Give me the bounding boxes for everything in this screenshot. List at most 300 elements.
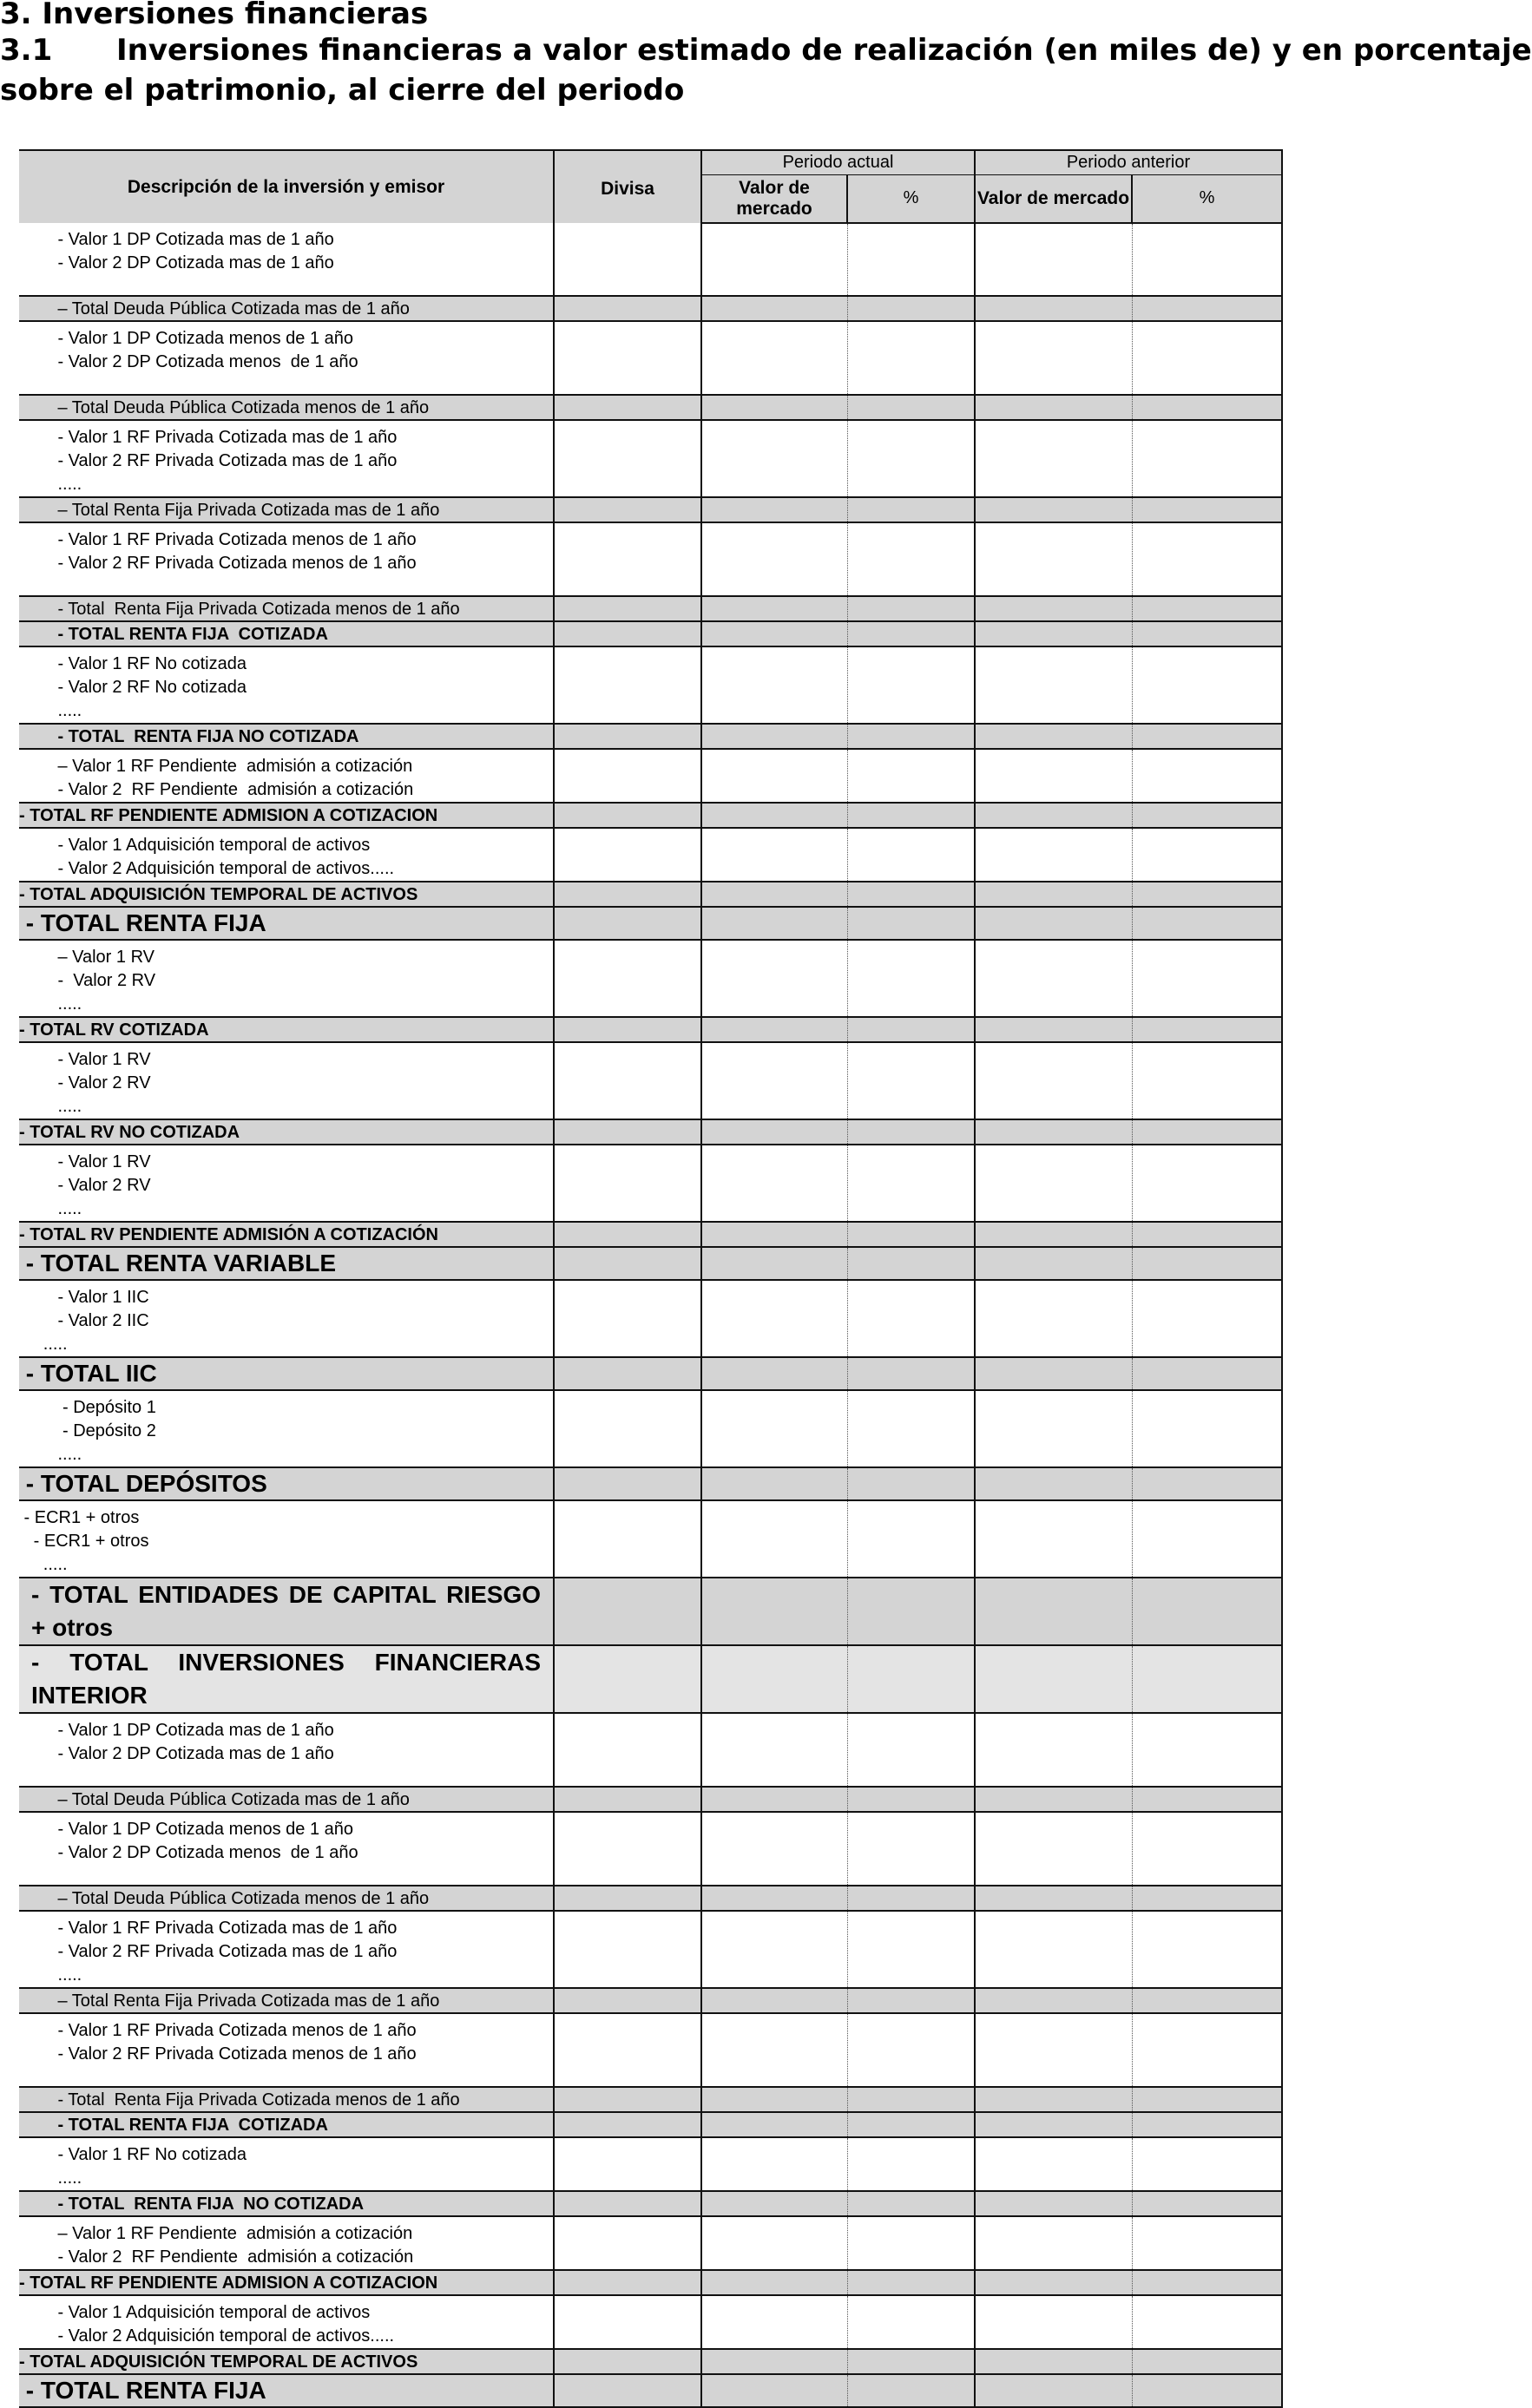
- row-description: [19, 522, 554, 596]
- previous-percent-cell: [1132, 395, 1282, 420]
- row-line: - Valor 2 DP Cotizada menos de 1 año: [19, 352, 358, 371]
- previous-percent-cell: [1132, 907, 1282, 940]
- row-line: - Valor 2 RV: [19, 971, 156, 990]
- table-row: [19, 1145, 1282, 1222]
- row-line: – Valor 1 RF Pendiente admisión a cotización: [19, 757, 413, 776]
- previous-percent-cell: [1132, 522, 1282, 596]
- previous-percent-cell: [1132, 828, 1282, 882]
- row-line: - Valor 2 RF Privada Cotizada menos de 1 año: [19, 554, 417, 573]
- table-row: [19, 646, 1282, 724]
- total-label: - TOTAL IIC: [19, 1357, 554, 1390]
- current-percent-cell: [847, 497, 975, 522]
- currency-cell: [554, 907, 701, 940]
- currency-cell: [554, 1812, 701, 1886]
- currency-cell: [554, 1222, 701, 1247]
- current-market-value-cell: [701, 1247, 847, 1280]
- current-percent-cell: [847, 1280, 975, 1357]
- currency-cell: [554, 420, 701, 497]
- current-market-value-cell: [701, 907, 847, 940]
- total-row: [19, 1119, 1282, 1145]
- previous-market-value-cell: [975, 2295, 1132, 2349]
- total-row: [19, 1787, 1282, 1812]
- current-market-value-cell: [701, 1578, 847, 1645]
- row-line: - Valor 1 DP Cotizada mas de 1 año: [19, 230, 334, 249]
- total-label: – Total Renta Fija Privada Cotizada mas de 1 año: [19, 1988, 554, 2013]
- previous-percent-cell: [1132, 1017, 1282, 1042]
- currency-cell: [554, 1042, 701, 1119]
- previous-percent-cell: [1132, 420, 1282, 497]
- currency-cell: [554, 646, 701, 724]
- current-market-value-cell: [701, 2112, 847, 2137]
- row-line: - Valor 2 RV: [19, 1073, 151, 1092]
- currency-cell: [554, 1911, 701, 1988]
- current-market-value-cell: [701, 395, 847, 420]
- row-description: [19, 321, 554, 395]
- row-description: [19, 2013, 554, 2087]
- previous-market-value-cell: [975, 1119, 1132, 1145]
- row-line: .....: [19, 1965, 82, 1985]
- current-percent-cell: [847, 1500, 975, 1578]
- row-line: - Valor 1 RV: [19, 1152, 151, 1171]
- currency-cell: [554, 1145, 701, 1222]
- previous-percent-cell: [1132, 1145, 1282, 1222]
- previous-percent-cell: [1132, 2374, 1282, 2407]
- currency-cell: [554, 1787, 701, 1812]
- current-percent-cell: [847, 907, 975, 940]
- previous-percent-cell: [1132, 497, 1282, 522]
- currency-cell: [554, 2216, 701, 2270]
- previous-percent-cell: [1132, 2112, 1282, 2137]
- row-line: - Depósito 2: [19, 1421, 156, 1440]
- row-line: - Valor 1 RF Privada Cotizada mas de 1 año: [19, 1919, 398, 1938]
- total-label: - TOTAL ADQUISICIÓN TEMPORAL DE ACTIVOS: [19, 882, 554, 907]
- currency-cell: [554, 296, 701, 321]
- subsection-title: [0, 31, 1532, 69]
- current-percent-cell: [847, 2216, 975, 2270]
- table-header: [19, 150, 1282, 223]
- current-market-value-cell: [701, 321, 847, 395]
- previous-market-value-cell: [975, 828, 1132, 882]
- current-percent-cell: [847, 1911, 975, 1988]
- current-market-value-cell: [701, 1713, 847, 1787]
- previous-market-value-cell: [975, 1247, 1132, 1280]
- previous-market-value-cell: [975, 223, 1132, 296]
- total-label: - TOTAL RF PENDIENTE ADMISION A COTIZACION: [19, 2270, 554, 2295]
- previous-percent-cell: [1132, 803, 1282, 828]
- row-line: - Valor 2 DP Cotizada mas de 1 año: [19, 253, 334, 272]
- currency-cell: [554, 596, 701, 621]
- previous-market-value-cell: [975, 1467, 1132, 1500]
- table-row: [19, 1812, 1282, 1886]
- current-market-value-cell: [701, 1988, 847, 2013]
- previous-market-value-cell: [975, 940, 1132, 1017]
- row-line: - Valor 1 RF Privada Cotizada mas de 1 año: [19, 428, 398, 447]
- currency-cell: [554, 621, 701, 646]
- total-label: – Total Renta Fija Privada Cotizada mas de 1 año: [19, 497, 554, 522]
- current-percent-cell: [847, 646, 975, 724]
- total-label: - TOTAL RV NO COTIZADA: [19, 1119, 554, 1145]
- current-market-value-cell: [701, 2374, 847, 2407]
- previous-market-value-cell: [975, 2216, 1132, 2270]
- current-percent-cell: [847, 2374, 975, 2407]
- currency-cell: [554, 2137, 701, 2191]
- currency-cell: [554, 1280, 701, 1357]
- previous-market-value-cell: [975, 2270, 1132, 2295]
- previous-percent-cell: [1132, 2013, 1282, 2087]
- current-percent-cell: [847, 2137, 975, 2191]
- previous-market-value-cell: [975, 2349, 1132, 2374]
- total-label: - TOTAL RENTA FIJA: [19, 907, 554, 940]
- total-row: [19, 882, 1282, 907]
- total-row: [19, 2087, 1282, 2112]
- previous-market-value-cell: [975, 646, 1132, 724]
- currency-cell: [554, 2191, 701, 2216]
- total-label: - TOTAL RENTA VARIABLE: [19, 1247, 554, 1280]
- current-market-value-cell: [701, 2013, 847, 2087]
- row-description: [19, 1145, 554, 1222]
- total-row: [19, 2374, 1282, 2407]
- current-market-value-cell: [701, 1042, 847, 1119]
- previous-percent-cell: [1132, 2270, 1282, 2295]
- total-label: - TOTAL RENTA FIJA COTIZADA: [19, 621, 554, 646]
- current-market-value-cell: [701, 1280, 847, 1357]
- current-percent-cell: [847, 596, 975, 621]
- current-percent-cell: [847, 1578, 975, 1645]
- currency-cell: [554, 1390, 701, 1467]
- current-market-value-cell: [701, 596, 847, 621]
- previous-market-value-cell: [975, 1645, 1132, 1713]
- row-line: - Valor 2 Adquisición temporal de activos.....: [19, 2326, 395, 2346]
- currency-cell: [554, 1119, 701, 1145]
- current-market-value-cell: [701, 1787, 847, 1812]
- currency-cell: [554, 1988, 701, 2013]
- previous-market-value-cell: [975, 420, 1132, 497]
- previous-market-value-cell: [975, 2013, 1132, 2087]
- previous-percent-cell: [1132, 724, 1282, 749]
- previous-market-value-cell: [975, 621, 1132, 646]
- row-line: .....: [19, 994, 82, 1014]
- table-row: [19, 420, 1282, 497]
- total-row: [19, 1886, 1282, 1911]
- previous-percent-cell: [1132, 2349, 1282, 2374]
- row-line: - Valor 2 RF Pendiente admisión a cotización: [19, 2247, 414, 2267]
- current-market-value-cell: [701, 2295, 847, 2349]
- current-market-value-cell: [701, 1812, 847, 1886]
- current-market-value-cell: [701, 1500, 847, 1578]
- previous-percent-cell: [1132, 296, 1282, 321]
- current-market-value-cell: [701, 1911, 847, 1988]
- row-description: [19, 1280, 554, 1357]
- previous-market-value-cell: [975, 1812, 1132, 1886]
- currency-cell: [554, 2013, 701, 2087]
- previous-market-value-cell: [975, 1145, 1132, 1222]
- row-line: - Valor 1 DP Cotizada menos de 1 año: [19, 329, 354, 348]
- current-market-value-cell: [701, 803, 847, 828]
- table-row: [19, 1911, 1282, 1988]
- previous-market-value-cell: [975, 1787, 1132, 1812]
- previous-percent-cell: [1132, 940, 1282, 1017]
- previous-percent-cell: [1132, 1886, 1282, 1911]
- row-description: [19, 646, 554, 724]
- currency-cell: [554, 522, 701, 596]
- previous-percent-cell: [1132, 1645, 1282, 1713]
- row-description: [19, 1042, 554, 1119]
- total-row: [19, 497, 1282, 522]
- previous-market-value-cell: [975, 1390, 1132, 1467]
- total-label: - TOTAL RENTA FIJA NO COTIZADA: [19, 724, 554, 749]
- row-description: [19, 1713, 554, 1787]
- previous-percent-cell: [1132, 1787, 1282, 1812]
- total-row: [19, 2270, 1282, 2295]
- current-percent-cell: [847, 621, 975, 646]
- current-percent-cell: [847, 2191, 975, 2216]
- total-label: - Total Renta Fija Privada Cotizada menos de 1 año: [19, 596, 554, 621]
- total-row: [19, 395, 1282, 420]
- row-line: – Valor 1 RF Pendiente admisión a cotización: [19, 2224, 413, 2243]
- previous-market-value-cell: [975, 522, 1132, 596]
- subsection-title-line1: Inversiones financieras a valor estimado de realización (en miles de) y en porcentaje: [116, 33, 1532, 68]
- current-percent-cell: [847, 1812, 975, 1886]
- table-row: [19, 1042, 1282, 1119]
- row-line: - Valor 2 RV: [19, 1176, 151, 1195]
- total-row: [19, 1017, 1282, 1042]
- previous-percent-cell: [1132, 1222, 1282, 1247]
- currency-cell: [554, 882, 701, 907]
- current-percent-cell: [847, 1247, 975, 1280]
- header-previous-period: Periodo anterior: [975, 150, 1282, 174]
- total-row: [19, 2112, 1282, 2137]
- currency-cell: [554, 1247, 701, 1280]
- current-percent-cell: [847, 2295, 975, 2349]
- currency-cell: [554, 1578, 701, 1645]
- current-percent-cell: [847, 1467, 975, 1500]
- current-market-value-cell: [701, 1222, 847, 1247]
- row-description: [19, 1911, 554, 1988]
- total-row: [19, 907, 1282, 940]
- current-percent-cell: [847, 1357, 975, 1390]
- previous-percent-cell: [1132, 2087, 1282, 2112]
- previous-market-value-cell: [975, 724, 1132, 749]
- current-percent-cell: [847, 420, 975, 497]
- table-row: [19, 2137, 1282, 2191]
- subsection-title-line2: sobre el patrimonio, al cierre del periodo: [0, 73, 685, 108]
- row-line: - Depósito 1: [19, 1398, 156, 1417]
- total-row: [19, 1357, 1282, 1390]
- previous-percent-cell: [1132, 1812, 1282, 1886]
- current-percent-cell: [847, 1886, 975, 1911]
- currency-cell: [554, 803, 701, 828]
- table-row: [19, 321, 1282, 395]
- previous-market-value-cell: [975, 2137, 1132, 2191]
- current-percent-cell: [847, 1042, 975, 1119]
- current-percent-cell: [847, 1988, 975, 2013]
- current-market-value-cell: [701, 296, 847, 321]
- current-percent-cell: [847, 1787, 975, 1812]
- table-row: [19, 2216, 1282, 2270]
- current-market-value-cell: [701, 497, 847, 522]
- table-row: [19, 522, 1282, 596]
- header-current-period: Periodo actual: [701, 150, 975, 174]
- previous-percent-cell: [1132, 321, 1282, 395]
- current-market-value-cell: [701, 882, 847, 907]
- table-body: [19, 223, 1282, 2407]
- row-line: .....: [19, 1555, 68, 1574]
- current-percent-cell: [847, 1222, 975, 1247]
- previous-percent-cell: [1132, 749, 1282, 803]
- total-label: - TOTAL DEPÓSITOS: [19, 1467, 554, 1500]
- previous-market-value-cell: [975, 2087, 1132, 2112]
- previous-percent-cell: [1132, 882, 1282, 907]
- total-row: [19, 296, 1282, 321]
- previous-market-value-cell: [975, 1988, 1132, 2013]
- previous-percent-cell: [1132, 1119, 1282, 1145]
- row-line: - Valor 1 RV: [19, 1050, 151, 1069]
- previous-market-value-cell: [975, 882, 1132, 907]
- current-market-value-cell: [701, 1119, 847, 1145]
- total-row: [19, 1467, 1282, 1500]
- currency-cell: [554, 2349, 701, 2374]
- previous-percent-cell: [1132, 2137, 1282, 2191]
- row-description: [19, 223, 554, 296]
- header-currency: Divisa: [554, 150, 701, 223]
- current-percent-cell: [847, 321, 975, 395]
- total-row: [19, 1645, 1282, 1713]
- total-label: - TOTAL RENTA FIJA COTIZADA: [19, 2112, 554, 2137]
- currency-cell: [554, 321, 701, 395]
- currency-cell: [554, 1500, 701, 1578]
- previous-percent-cell: [1132, 621, 1282, 646]
- current-percent-cell: [847, 2013, 975, 2087]
- row-line: - Valor 1 DP Cotizada mas de 1 año: [19, 1721, 334, 1740]
- row-description: [19, 2137, 554, 2191]
- previous-percent-cell: [1132, 596, 1282, 621]
- row-description: [19, 420, 554, 497]
- row-line: - Valor 2 RF Privada Cotizada menos de 1 año: [19, 2044, 417, 2064]
- previous-market-value-cell: [975, 1017, 1132, 1042]
- row-description: [19, 1812, 554, 1886]
- currency-cell: [554, 395, 701, 420]
- row-description: [19, 2295, 554, 2349]
- currency-cell: [554, 2374, 701, 2407]
- header-previous-market-value: Valor de mercado: [975, 174, 1132, 223]
- currency-cell: [554, 497, 701, 522]
- subsection-number: 3.1: [0, 33, 53, 68]
- previous-market-value-cell: [975, 1222, 1132, 1247]
- previous-market-value-cell: [975, 1500, 1132, 1578]
- total-row: [19, 1247, 1282, 1280]
- current-market-value-cell: [701, 940, 847, 1017]
- current-percent-cell: [847, 296, 975, 321]
- current-percent-cell: [847, 2349, 975, 2374]
- header-current-market-value: Valor de mercado: [701, 174, 847, 223]
- row-line: - Valor 1 RF No cotizada: [19, 2145, 247, 2164]
- current-market-value-cell: [701, 1645, 847, 1713]
- current-market-value-cell: [701, 2349, 847, 2374]
- total-row: [19, 1578, 1282, 1645]
- total-row: [19, 2191, 1282, 2216]
- previous-percent-cell: [1132, 1357, 1282, 1390]
- current-percent-cell: [847, 749, 975, 803]
- row-description: [19, 940, 554, 1017]
- previous-percent-cell: [1132, 2295, 1282, 2349]
- current-percent-cell: [847, 803, 975, 828]
- currency-cell: [554, 828, 701, 882]
- current-market-value-cell: [701, 1145, 847, 1222]
- current-percent-cell: [847, 2112, 975, 2137]
- currency-cell: [554, 1017, 701, 1042]
- total-label: - TOTAL RV COTIZADA: [19, 1017, 554, 1042]
- currency-cell: [554, 749, 701, 803]
- previous-market-value-cell: [975, 1357, 1132, 1390]
- previous-percent-cell: [1132, 223, 1282, 296]
- currency-cell: [554, 724, 701, 749]
- previous-market-value-cell: [975, 1911, 1132, 1988]
- previous-market-value-cell: [975, 1042, 1132, 1119]
- current-percent-cell: [847, 1017, 975, 1042]
- current-percent-cell: [847, 1645, 975, 1713]
- table-row: [19, 223, 1282, 296]
- table-row: [19, 1713, 1282, 1787]
- current-market-value-cell: [701, 2137, 847, 2191]
- current-market-value-cell: [701, 646, 847, 724]
- previous-market-value-cell: [975, 749, 1132, 803]
- current-market-value-cell: [701, 828, 847, 882]
- currency-cell: [554, 940, 701, 1017]
- previous-percent-cell: [1132, 2191, 1282, 2216]
- current-market-value-cell: [701, 1467, 847, 1500]
- previous-market-value-cell: [975, 395, 1132, 420]
- currency-cell: [554, 2112, 701, 2137]
- row-line: .....: [19, 475, 82, 494]
- current-percent-cell: [847, 828, 975, 882]
- total-label: - TOTAL RF PENDIENTE ADMISION A COTIZACION: [19, 803, 554, 828]
- current-market-value-cell: [701, 2191, 847, 2216]
- currency-cell: [554, 223, 701, 296]
- total-row: [19, 724, 1282, 749]
- currency-cell: [554, 1645, 701, 1713]
- currency-cell: [554, 2087, 701, 2112]
- current-percent-cell: [847, 1145, 975, 1222]
- previous-percent-cell: [1132, 1467, 1282, 1500]
- table-row: [19, 749, 1282, 803]
- current-market-value-cell: [701, 749, 847, 803]
- previous-market-value-cell: [975, 1713, 1132, 1787]
- current-market-value-cell: [701, 1390, 847, 1467]
- row-line: - ECR1 + otros: [19, 1508, 140, 1527]
- header-previous-percent: %: [1132, 174, 1282, 223]
- table-row: [19, 940, 1282, 1017]
- table-row: [19, 1390, 1282, 1467]
- header-current-percent: %: [847, 174, 975, 223]
- table-row: [19, 1500, 1282, 1578]
- row-line: .....: [19, 1445, 82, 1464]
- currency-cell: [554, 2270, 701, 2295]
- current-percent-cell: [847, 395, 975, 420]
- row-line: - Valor 1 RF No cotizada: [19, 654, 247, 673]
- total-label: - TOTAL RENTA FIJA: [19, 2374, 554, 2407]
- row-line: - Valor 2 IIC: [19, 1311, 149, 1330]
- total-label: – Total Deuda Pública Cotizada mas de 1 año: [19, 1787, 554, 1812]
- row-description: [19, 2216, 554, 2270]
- row-line: - Valor 2 RF Privada Cotizada mas de 1 año: [19, 451, 398, 470]
- previous-market-value-cell: [975, 1886, 1132, 1911]
- previous-percent-cell: [1132, 1247, 1282, 1280]
- previous-market-value-cell: [975, 803, 1132, 828]
- previous-percent-cell: [1132, 1578, 1282, 1645]
- currency-cell: [554, 1357, 701, 1390]
- current-market-value-cell: [701, 2087, 847, 2112]
- row-line: .....: [19, 1335, 68, 1354]
